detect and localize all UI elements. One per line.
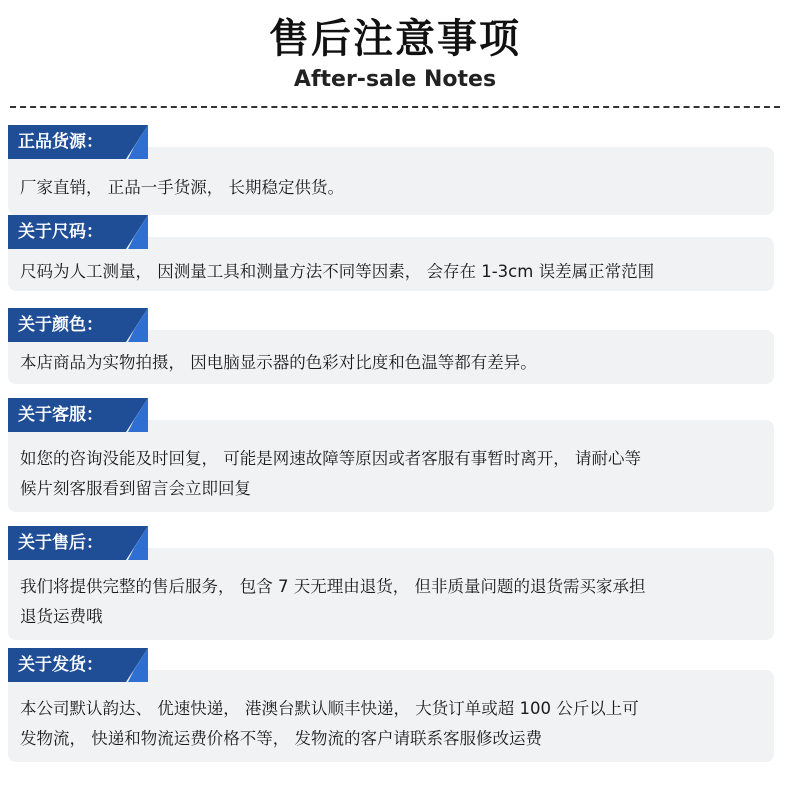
section-badge: [8, 215, 148, 249]
section-label: 关于客服：: [18, 405, 103, 425]
page-title: 售后注意事项: [269, 16, 521, 62]
section-label: 关于尺码：: [18, 222, 103, 242]
section-label: 正品货源：: [18, 132, 103, 152]
section-label: 关于发货：: [18, 655, 103, 675]
section-card: [8, 670, 774, 762]
page-subtitle: After-sale Notes: [293, 67, 497, 92]
section-badge: [8, 648, 148, 682]
section-label: 关于颜色：: [18, 315, 103, 335]
section-line: 如您的咨询没能及时回复， 可能是网速故障等原因或者客服有事暂时离开， 请耐心等: [20, 449, 641, 468]
section-line: 本公司默认韵达、 优速快递， 港澳台默认顺丰快递， 大货订单或超 100 公斤以上可: [20, 699, 639, 718]
section-badge: [8, 125, 148, 159]
section-badge: [8, 308, 148, 342]
section-line: 候片刻客服看到留言会立即回复: [20, 479, 251, 498]
section-badge: [8, 398, 148, 432]
section-badge: [8, 526, 148, 560]
section-card: [8, 420, 774, 512]
section-line: 发物流， 快递和物流运费价格不等， 发物流的客户请联系客服修改运费: [20, 729, 542, 748]
header: [0, 0, 790, 100]
header-divider: [10, 106, 780, 108]
section-line: 尺码为人工测量， 因测量工具和测量方法不同等因素， 会存在 1-3cm 误差属正常范围: [20, 262, 655, 281]
section-line: 退货运费哦: [20, 607, 103, 626]
section-label: 关于售后：: [18, 533, 103, 553]
section-line: 本店商品为实物拍摄， 因电脑显示器的色彩对比度和色温等都有差异。: [20, 353, 537, 372]
section-line: 我们将提供完整的售后服务， 包含 7 天无理由退货， 但非质量问题的退货需买家承担: [20, 577, 646, 596]
section-card: [8, 548, 774, 640]
section-line: 厂家直销， 正品一手货源， 长期稳定供货。: [20, 178, 344, 197]
